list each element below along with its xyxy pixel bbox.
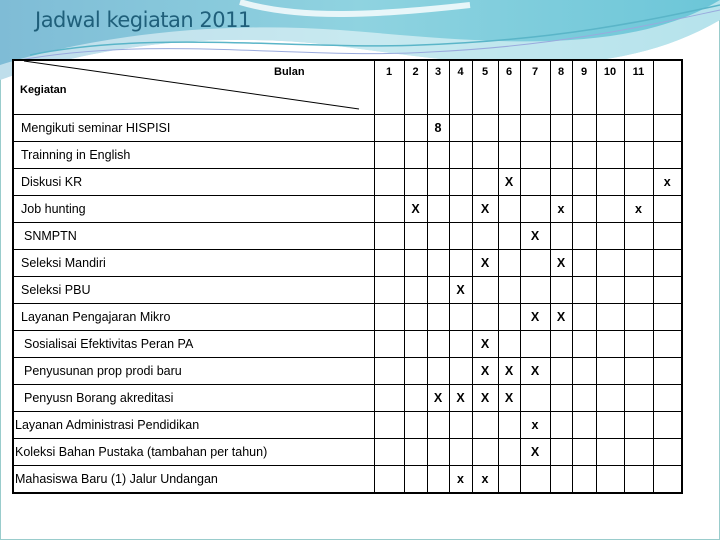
schedule-cell	[404, 115, 427, 142]
schedule-cell	[449, 169, 472, 196]
schedule-cell	[374, 439, 404, 466]
schedule-cell	[404, 223, 427, 250]
schedule-cell	[449, 412, 472, 439]
schedule-cell	[449, 331, 472, 358]
schedule-cell	[374, 358, 404, 385]
table-row	[13, 169, 682, 196]
schedule-cell	[374, 142, 404, 169]
schedule-cell: x	[653, 169, 682, 196]
schedule-cell	[572, 466, 596, 494]
schedule-cell: X	[472, 358, 498, 385]
schedule-cell	[472, 142, 498, 169]
schedule-cell	[596, 115, 624, 142]
table-row	[13, 439, 682, 466]
schedule-cell: x	[449, 466, 472, 494]
schedule-cell	[572, 196, 596, 223]
schedule-cell	[624, 169, 653, 196]
schedule-cell	[427, 466, 449, 494]
schedule-cell	[472, 115, 498, 142]
table-row	[13, 304, 682, 331]
schedule-cell	[404, 439, 427, 466]
schedule-cell	[404, 250, 427, 277]
schedule-cell	[498, 250, 520, 277]
schedule-cell	[572, 169, 596, 196]
schedule-cell	[449, 223, 472, 250]
month-header-3: 3	[427, 60, 449, 115]
schedule-cell	[520, 250, 550, 277]
schedule-cell	[498, 142, 520, 169]
schedule-cell	[550, 277, 572, 304]
schedule-cell	[374, 169, 404, 196]
schedule-cell	[653, 331, 682, 358]
schedule-cell	[404, 466, 427, 494]
schedule-cell	[550, 439, 572, 466]
schedule-cell	[520, 385, 550, 412]
schedule-cell	[520, 331, 550, 358]
table-row	[13, 223, 682, 250]
schedule-cell	[449, 439, 472, 466]
schedule-cell: X	[520, 223, 550, 250]
schedule-cell	[404, 277, 427, 304]
schedule-cell: X	[520, 358, 550, 385]
table-row	[13, 466, 682, 494]
schedule-cell	[427, 412, 449, 439]
schedule-cell	[653, 250, 682, 277]
activity-label: Layanan Administrasi Pendidikan	[13, 412, 374, 439]
schedule-cell	[472, 169, 498, 196]
schedule-cell	[449, 196, 472, 223]
activity-label: Trainning in English	[13, 142, 374, 169]
table-row	[13, 358, 682, 385]
activity-label: Layanan Pengajaran Mikro	[13, 304, 374, 331]
schedule-cell	[572, 277, 596, 304]
month-axis-label: Bulan	[274, 66, 305, 78]
schedule-cell	[624, 277, 653, 304]
schedule-cell	[624, 250, 653, 277]
schedule-cell	[427, 142, 449, 169]
schedule-cell	[520, 115, 550, 142]
schedule-cell	[596, 439, 624, 466]
schedule-table	[12, 59, 683, 494]
schedule-cell	[572, 223, 596, 250]
schedule-cell: X	[498, 385, 520, 412]
schedule-cell	[498, 115, 520, 142]
schedule-cell	[550, 169, 572, 196]
schedule-cell	[550, 223, 572, 250]
activity-label: Sosialisai Efektivitas Peran PA	[13, 331, 374, 358]
month-header-2: 2	[404, 60, 427, 115]
schedule-cell: X	[472, 331, 498, 358]
schedule-cell	[374, 466, 404, 494]
schedule-cell	[550, 331, 572, 358]
month-header-4: 4	[449, 60, 472, 115]
schedule-cell	[550, 466, 572, 494]
page-title: Jadwal kegiatan 2011	[35, 8, 251, 32]
activity-label: Seleksi Mandiri	[13, 250, 374, 277]
schedule-cell: x	[472, 466, 498, 494]
schedule-cell: X	[520, 439, 550, 466]
schedule-cell	[596, 358, 624, 385]
schedule-cell	[520, 169, 550, 196]
schedule-cell	[653, 439, 682, 466]
schedule-cell	[596, 304, 624, 331]
schedule-cell: X	[550, 250, 572, 277]
schedule-cell	[427, 331, 449, 358]
month-header-8: 8	[550, 60, 572, 115]
table-row	[13, 115, 682, 142]
schedule-cell: X	[520, 304, 550, 331]
activity-label: Seleksi PBU	[13, 277, 374, 304]
schedule-cell	[472, 304, 498, 331]
schedule-cell	[572, 115, 596, 142]
corner-header-cell	[13, 60, 374, 115]
schedule-cell	[404, 169, 427, 196]
schedule-cell: X	[449, 277, 472, 304]
schedule-cell: X	[498, 169, 520, 196]
schedule-cell	[624, 466, 653, 494]
schedule-cell	[653, 223, 682, 250]
schedule-cell	[427, 223, 449, 250]
schedule-cell	[472, 439, 498, 466]
schedule-cell: X	[472, 385, 498, 412]
month-header-10: 10	[596, 60, 624, 115]
schedule-cell	[404, 358, 427, 385]
schedule-cell	[472, 412, 498, 439]
schedule-cell	[427, 169, 449, 196]
activity-label: SNMPTN	[13, 223, 374, 250]
schedule-cell	[596, 223, 624, 250]
schedule-cell	[404, 412, 427, 439]
schedule-cell: X	[472, 250, 498, 277]
schedule-cell	[596, 169, 624, 196]
schedule-cell	[404, 385, 427, 412]
schedule-cell	[374, 250, 404, 277]
activity-label: Penyusn Borang akreditasi	[13, 385, 374, 412]
diagonal-divider	[14, 61, 375, 113]
activity-label: Koleksi Bahan Pustaka (tambahan per tahun)	[13, 439, 374, 466]
schedule-cell	[374, 385, 404, 412]
schedule-cell	[653, 115, 682, 142]
activity-label: Mengikuti seminar HISPISI	[13, 115, 374, 142]
schedule-cell	[427, 277, 449, 304]
schedule-cell: 8	[427, 115, 449, 142]
schedule-cell: X	[404, 196, 427, 223]
schedule-cell	[653, 358, 682, 385]
schedule-cell	[449, 304, 472, 331]
schedule-cell	[624, 331, 653, 358]
table-row	[13, 250, 682, 277]
month-header-9: 9	[572, 60, 596, 115]
schedule-cell	[550, 385, 572, 412]
month-header-1: 1	[374, 60, 404, 115]
activity-label: Diskusi KR	[13, 169, 374, 196]
schedule-cell	[498, 277, 520, 304]
schedule-cell	[624, 142, 653, 169]
schedule-cell	[653, 466, 682, 494]
month-header-12	[653, 60, 682, 115]
schedule-cell	[624, 439, 653, 466]
schedule-cell	[596, 196, 624, 223]
activity-label: Job hunting	[13, 196, 374, 223]
schedule-cell: x	[550, 196, 572, 223]
activity-axis-label: Kegiatan	[20, 84, 67, 96]
schedule-cell: X	[550, 304, 572, 331]
schedule-cell	[472, 223, 498, 250]
schedule-cell	[498, 412, 520, 439]
schedule-cell	[624, 412, 653, 439]
month-header-5: 5	[472, 60, 498, 115]
schedule-cell	[374, 331, 404, 358]
schedule-cell	[550, 142, 572, 169]
schedule-cell	[374, 196, 404, 223]
schedule-cell	[520, 196, 550, 223]
schedule-cell	[653, 304, 682, 331]
schedule-cell	[624, 385, 653, 412]
schedule-cell	[572, 250, 596, 277]
schedule-cell	[427, 304, 449, 331]
schedule-cell: X	[472, 196, 498, 223]
schedule-cell	[374, 277, 404, 304]
schedule-cell	[374, 304, 404, 331]
table-row	[13, 385, 682, 412]
schedule-cell	[572, 304, 596, 331]
schedule-cell: X	[449, 385, 472, 412]
schedule-cell	[498, 223, 520, 250]
schedule-cell	[653, 196, 682, 223]
schedule-cell	[572, 412, 596, 439]
schedule-cell	[520, 466, 550, 494]
schedule-cell	[427, 250, 449, 277]
schedule-cell	[596, 250, 624, 277]
schedule-cell: X	[498, 358, 520, 385]
schedule-cell: x	[520, 412, 550, 439]
schedule-cell	[374, 115, 404, 142]
month-header-7: 7	[520, 60, 550, 115]
schedule-cell	[449, 358, 472, 385]
schedule-cell	[624, 115, 653, 142]
schedule-cell	[498, 304, 520, 331]
schedule-cell	[653, 385, 682, 412]
table-row	[13, 331, 682, 358]
schedule-cell	[653, 277, 682, 304]
schedule-cell	[596, 412, 624, 439]
schedule-cell	[572, 331, 596, 358]
schedule-cell	[427, 439, 449, 466]
schedule-cell	[427, 358, 449, 385]
schedule-cell	[498, 196, 520, 223]
schedule-cell	[472, 277, 498, 304]
table-row	[13, 412, 682, 439]
schedule-cell	[449, 115, 472, 142]
schedule-cell	[427, 196, 449, 223]
schedule-cell	[374, 412, 404, 439]
schedule-cell	[624, 358, 653, 385]
table-row	[13, 142, 682, 169]
header-row	[13, 60, 682, 115]
schedule-cell	[596, 466, 624, 494]
table-row	[13, 196, 682, 223]
schedule-cell	[498, 439, 520, 466]
schedule-cell	[550, 358, 572, 385]
schedule-cell	[374, 223, 404, 250]
activity-label: Mahasiswa Baru (1) Jalur Undangan	[13, 466, 374, 494]
schedule-cell	[653, 412, 682, 439]
schedule-cell	[404, 331, 427, 358]
schedule-cell	[520, 142, 550, 169]
schedule-cell	[653, 142, 682, 169]
month-header-11: 11	[624, 60, 653, 115]
schedule-cell	[550, 115, 572, 142]
schedule-cell	[572, 358, 596, 385]
activity-label: Penyusunan prop prodi baru	[13, 358, 374, 385]
schedule-cell	[596, 277, 624, 304]
month-header-6: 6	[498, 60, 520, 115]
schedule-cell	[449, 142, 472, 169]
table-row	[13, 277, 682, 304]
schedule-cell	[550, 412, 572, 439]
schedule-cell	[498, 331, 520, 358]
schedule-cell	[404, 142, 427, 169]
schedule-cell	[498, 466, 520, 494]
schedule-cell: X	[427, 385, 449, 412]
schedule-cell	[596, 142, 624, 169]
schedule-cell	[624, 223, 653, 250]
schedule-cell	[572, 142, 596, 169]
schedule-cell	[572, 385, 596, 412]
schedule-cell	[520, 277, 550, 304]
schedule-cell	[596, 331, 624, 358]
schedule-cell	[449, 250, 472, 277]
schedule-cell	[596, 385, 624, 412]
schedule-cell	[624, 304, 653, 331]
schedule-cell	[572, 439, 596, 466]
schedule-cell: x	[624, 196, 653, 223]
schedule-cell	[404, 304, 427, 331]
